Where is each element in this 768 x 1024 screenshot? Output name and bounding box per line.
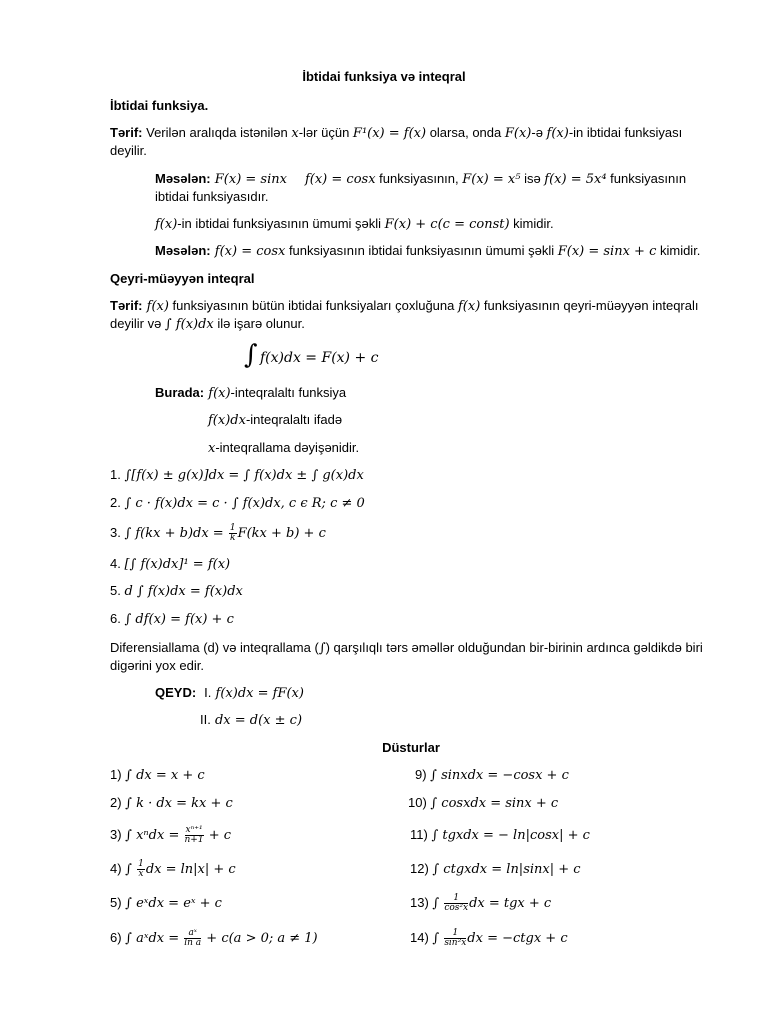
fraction	[137, 860, 145, 879]
roman-1: I.	[204, 685, 212, 700]
formula-number: 11)	[410, 827, 432, 842]
qeyd-line2	[200, 711, 302, 730]
denominator: x	[138, 869, 144, 880]
math: f(x)	[457, 299, 481, 314]
formulas-heading: Düsturlar	[382, 740, 440, 755]
formula: ∫ ctgxdx = ln|sinx| + c	[432, 862, 581, 877]
formula: ∫ sinxdx = −cosx + c	[430, 768, 569, 783]
property-formula: F(kx + b) + c	[237, 526, 326, 541]
denominator: sin²x	[444, 938, 467, 949]
formula: ∫	[125, 862, 137, 877]
property-formula: ∫ f(kx + b)dx =	[124, 526, 228, 541]
text: ) qarşılıqlı tərs əməllər olduğundan bir-birinin ardınca gəldikdə biri	[325, 640, 703, 655]
formula: ∫ dx = x + c	[125, 768, 205, 783]
formula-left-1	[110, 766, 205, 785]
example-2	[155, 242, 700, 261]
example-1-line2: ibtidai funksiyasıdır.	[155, 189, 269, 204]
fraction	[184, 929, 201, 948]
text: -in ibtidai funksiyasının ümumi şəkli	[177, 216, 385, 231]
text: funksiyasının	[606, 171, 687, 186]
math: f(x) = cosx	[210, 244, 286, 259]
roman-2: II.	[200, 712, 211, 727]
property-4	[110, 555, 230, 574]
formula: dx = −ctgx + c	[467, 931, 568, 946]
property-5	[110, 582, 243, 601]
main-formula	[244, 340, 444, 376]
numerator: 1	[444, 894, 468, 904]
denominator: cos²x	[444, 903, 469, 914]
formula-number: 3)	[110, 827, 126, 842]
property-6	[110, 610, 234, 629]
definition-1-line2: deyilir.	[110, 143, 147, 158]
math: ∫ f(x)dx	[164, 317, 214, 332]
denominator: n+1	[184, 835, 204, 846]
numerator: 1	[229, 523, 236, 534]
math: x	[291, 126, 299, 141]
definition-2-line1	[110, 297, 699, 316]
formula-number: 5)	[110, 895, 126, 910]
property-number: 2.	[110, 495, 125, 510]
text: deyilir və	[110, 316, 165, 331]
math: dx = d(x ± c)	[210, 713, 303, 728]
property-formula: [∫ f(x)dx]¹ = f(x)	[124, 557, 231, 572]
example-1-line1	[155, 170, 686, 189]
formula: ∫	[432, 896, 444, 911]
formula-right-13	[410, 894, 551, 913]
math: f(x)	[546, 126, 569, 141]
text: -ə	[531, 125, 547, 140]
formula-right-12	[410, 860, 581, 879]
text: -in ibtidai funksiyası	[568, 125, 683, 140]
formula-left-4	[110, 860, 236, 879]
formula-left-6	[110, 929, 318, 948]
formula: dx = tgx + c	[469, 896, 552, 911]
formula-right-11	[410, 826, 590, 845]
formula: ∫ k · dx = kx + c	[125, 796, 233, 811]
math: F(x) = x⁵	[462, 172, 521, 187]
property-3	[110, 524, 326, 543]
fraction	[185, 826, 204, 845]
text: kimidir.	[509, 216, 554, 231]
formula: + c	[204, 828, 232, 843]
math: f(x)	[204, 386, 231, 401]
note-line1	[110, 639, 703, 658]
section-heading-indefinite-integral: Qeyri-müəyyən inteqral	[110, 271, 255, 286]
formula: dx = ln|x| + c	[145, 862, 236, 877]
math: F¹(x) = f(x)	[352, 126, 427, 141]
formula-number: 12)	[410, 861, 433, 876]
formula: ∫ xⁿdx =	[125, 828, 184, 843]
definition-1-line1	[110, 124, 682, 143]
formula-right-9	[415, 766, 569, 785]
math: f(x)	[155, 217, 178, 232]
general-form	[155, 215, 554, 234]
text: kimidir.	[656, 243, 701, 258]
fraction	[444, 929, 466, 948]
text: -inteqrallama dəyişənidir.	[215, 440, 360, 455]
main-formula-body: f(x)dx = F(x) + c	[260, 350, 379, 366]
example-label: Məsələn:	[155, 171, 211, 186]
denominator: k	[229, 533, 236, 544]
formula-number: 6)	[110, 930, 126, 945]
burada-label: Burada:	[155, 385, 205, 400]
qeyd-line1	[155, 684, 304, 703]
burada-line1	[155, 384, 346, 403]
text: funksiyasının bütün ibtidai funksiyaları çoxluğuna	[168, 298, 458, 313]
text: ilə işarə olunur.	[213, 316, 305, 331]
text: Diferensiallama (d) və inteqrallama (	[110, 640, 319, 655]
section-heading-antiderivative: İbtidai funksiya.	[110, 98, 209, 113]
formula-number: 9)	[415, 767, 431, 782]
formula-number: 14)	[410, 930, 433, 945]
math: F(x) = sinx + c	[557, 244, 657, 259]
fraction	[229, 524, 237, 543]
text: funksiyasının ibtidai funksiyasının ümumi şəkli	[285, 243, 558, 258]
math: f(x) = cosx	[304, 172, 376, 187]
definition-label: Tərif:	[110, 125, 143, 140]
property-2	[110, 494, 365, 513]
integral-sign: ∫	[244, 340, 258, 370]
formula-number: 1)	[110, 767, 126, 782]
math: F(x)	[504, 126, 532, 141]
definition-2-line2	[110, 315, 305, 334]
formula: ∫ aˣdx =	[125, 931, 184, 946]
formula-left-3	[110, 826, 231, 845]
property-number: 6.	[110, 611, 125, 626]
formula-number: 10)	[408, 795, 431, 810]
example-label: Məsələn:	[155, 243, 211, 258]
fraction	[444, 894, 468, 913]
formula-number: 4)	[110, 861, 126, 876]
formula: ∫	[432, 931, 444, 946]
property-formula: d ∫ f(x)dx = f(x)dx	[124, 584, 243, 599]
math: f(x) = 5x⁴	[544, 172, 607, 187]
text: isə	[520, 171, 545, 186]
denominator: ln a	[184, 938, 202, 949]
property-formula: ∫ df(x) = f(x) + c	[124, 612, 234, 627]
text: -lər üçün	[298, 125, 353, 140]
page-title: İbtidai funksiya və inteqral	[302, 69, 466, 84]
math: F(x) = sinx	[210, 172, 287, 187]
math: F(x) + c(c = const)	[384, 217, 510, 232]
text: Verilən aralıqda istənilən	[142, 125, 292, 140]
numerator: 1	[444, 929, 466, 939]
formula-left-5	[110, 894, 222, 913]
text: -inteqralaltı funksiya	[230, 385, 347, 400]
math: ∫	[318, 641, 326, 656]
formula-right-10	[408, 794, 558, 813]
text: funksiyasının qeyri-müəyyən inteqralı	[480, 298, 699, 313]
formula: + c(a > 0; a ≠ 1)	[202, 931, 318, 946]
math: f(x)dx = fF(x)	[211, 686, 304, 701]
formula: ∫ eˣdx = eˣ + c	[125, 896, 222, 911]
numerator: 1	[138, 859, 144, 870]
property-number: 3.	[110, 525, 125, 540]
property-formula: ∫[f(x) ± g(x)]dx = ∫ f(x)dx ± ∫ g(x)dx	[124, 468, 364, 483]
property-number: 4.	[110, 556, 125, 571]
formula-number: 13)	[410, 895, 433, 910]
numerator: xⁿ⁺¹	[185, 825, 203, 836]
property-formula: ∫ c · f(x)dx = c · ∫ f(x)dx, c ϵ R; c ≠ 0	[124, 496, 365, 511]
definition-label: Tərif:	[110, 298, 143, 313]
text: olarsa, onda	[426, 125, 505, 140]
note-line2: digərini yox edir.	[110, 658, 204, 673]
formula: ∫ tgxdx = − ln|cosx| + c	[431, 828, 590, 843]
burada-line2	[208, 411, 342, 430]
math: x	[208, 441, 216, 456]
property-number: 1.	[110, 467, 125, 482]
text: -inteqralaltı ifadə	[245, 412, 343, 427]
text: funksiyasının,	[375, 171, 463, 186]
numerator: aˣ	[184, 929, 201, 939]
formula: ∫ cosxdx = sinx + c	[430, 796, 559, 811]
formula-left-2	[110, 794, 233, 813]
property-1	[110, 466, 364, 485]
property-number: 5.	[110, 583, 125, 598]
burada-line3	[208, 439, 359, 458]
math: f(x)	[142, 299, 169, 314]
formula-number: 2)	[110, 795, 126, 810]
math: f(x)dx	[208, 413, 246, 428]
qeyd-label: QEYD:	[155, 685, 197, 700]
formula-right-14	[410, 929, 568, 948]
